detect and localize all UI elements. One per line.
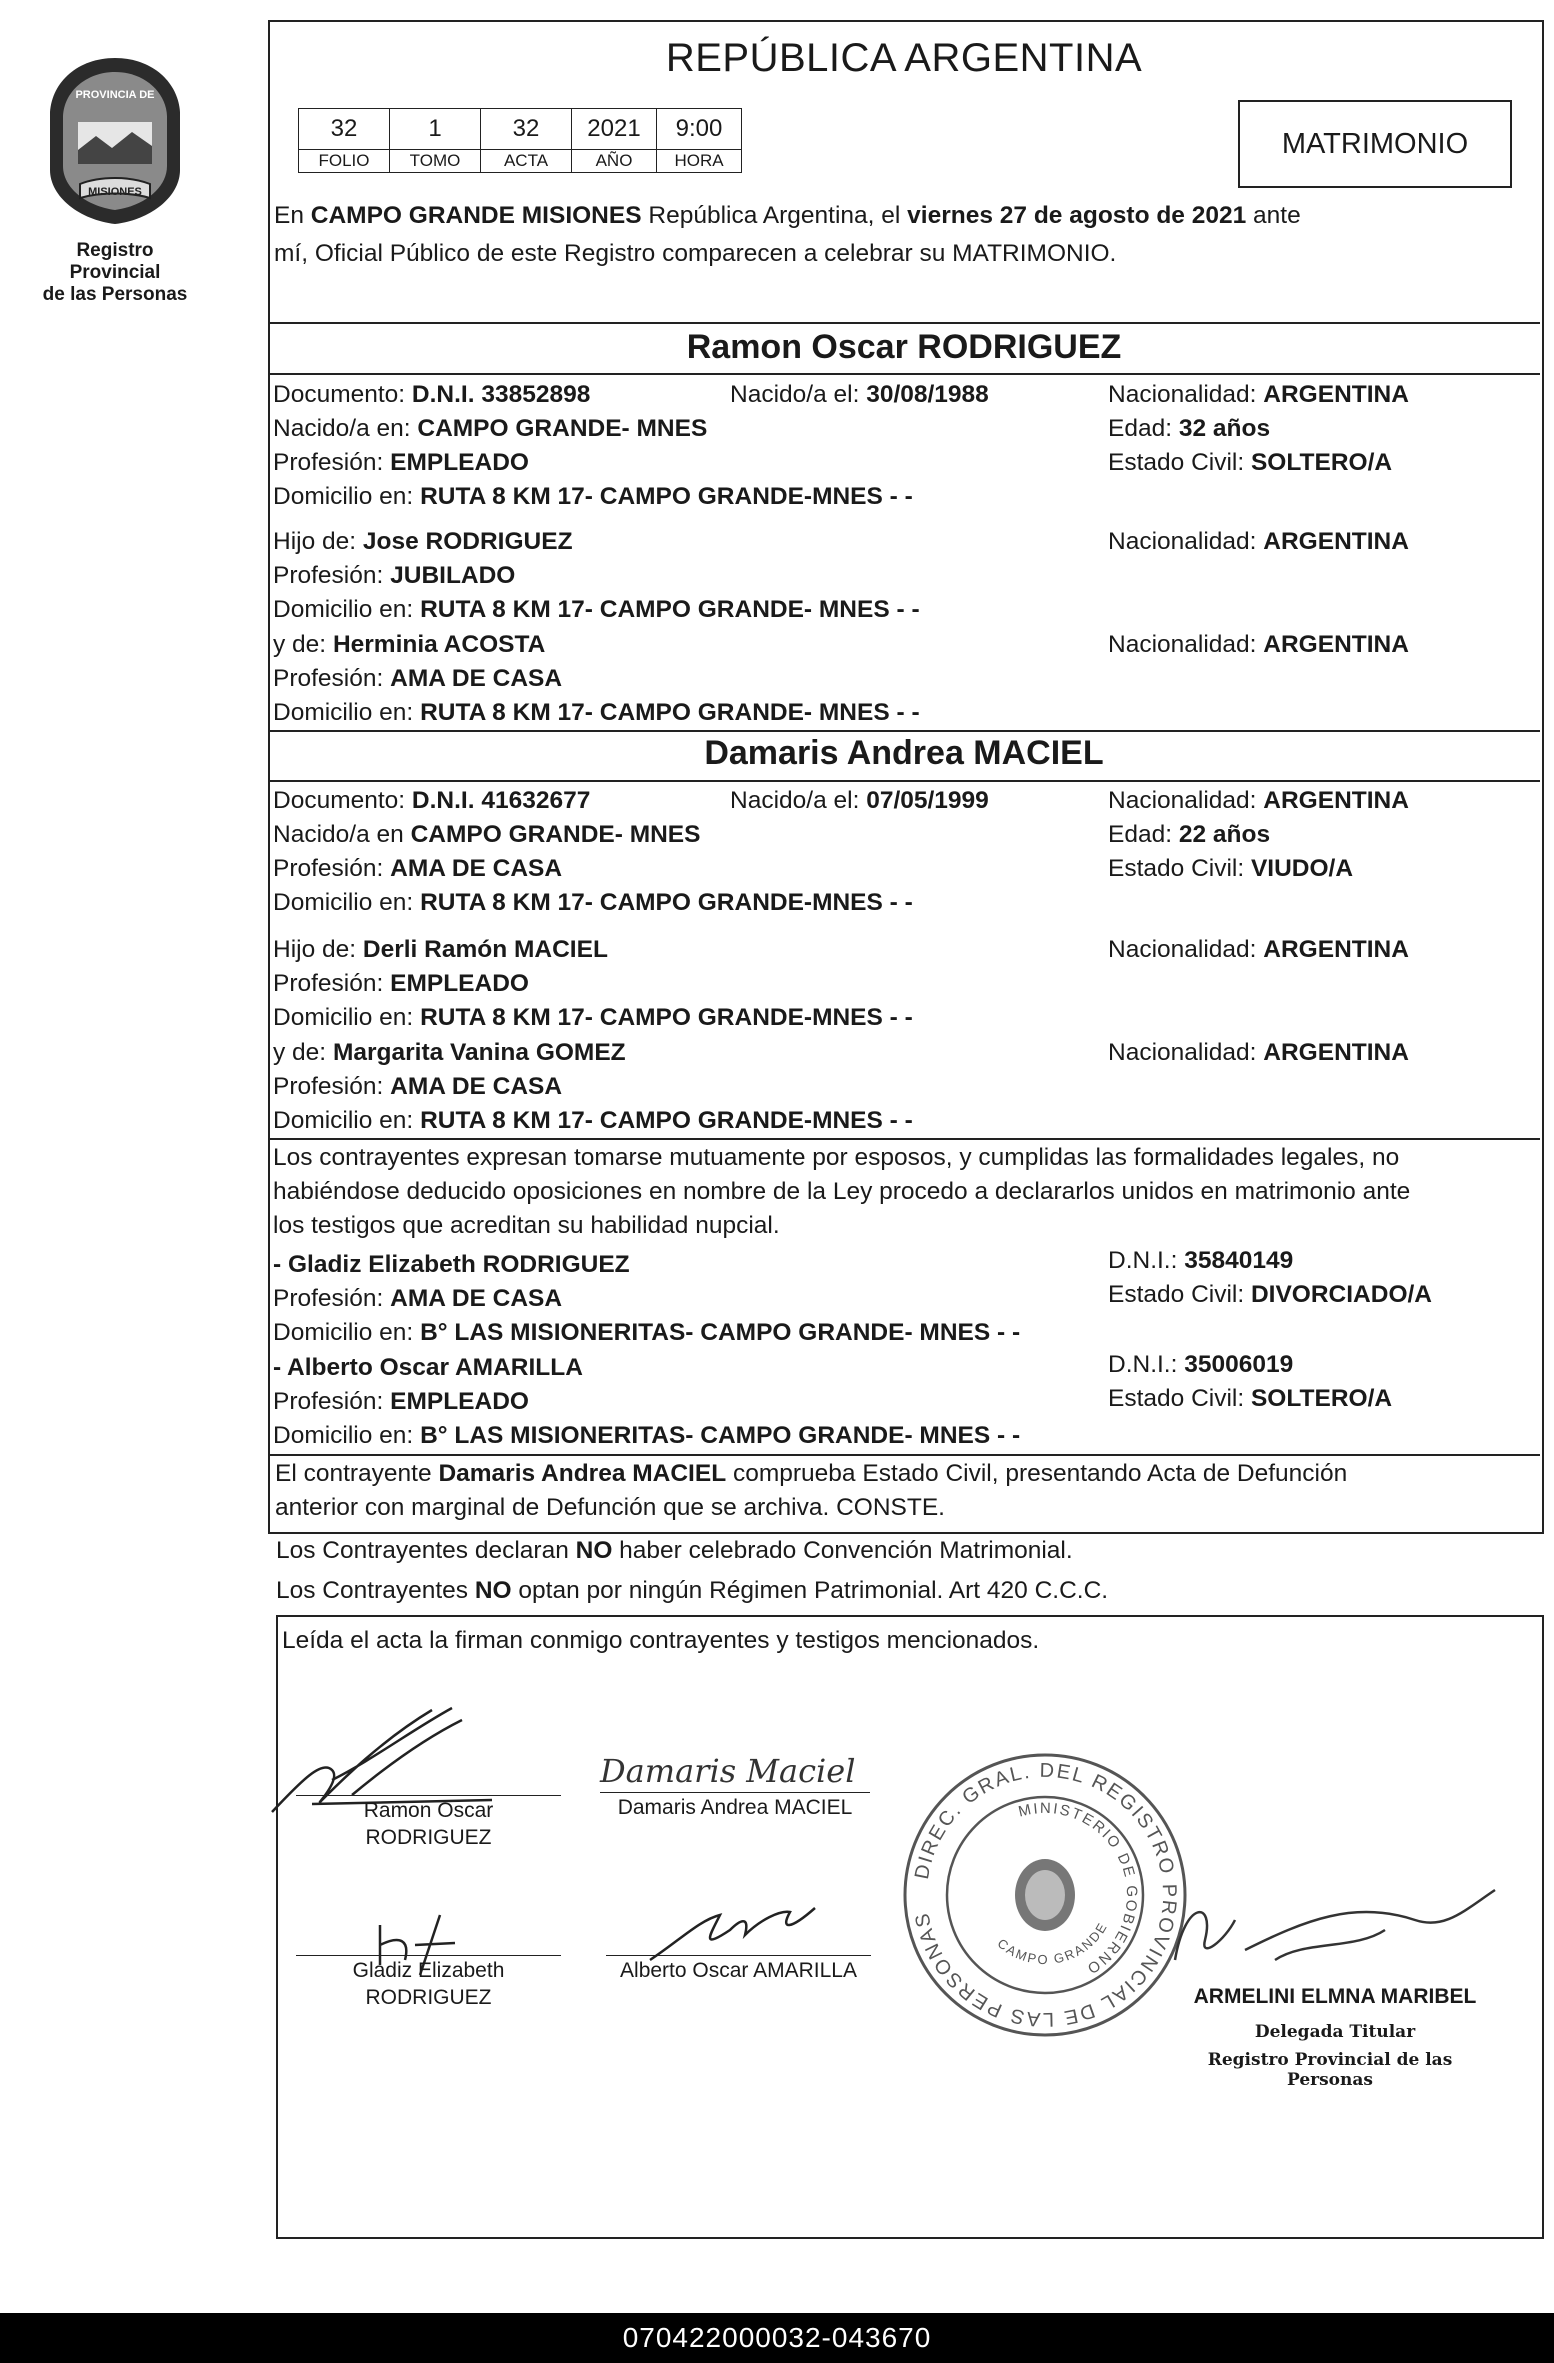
spouse1-mother-nationality: Nacionalidad: ARGENTINA <box>1108 631 1409 658</box>
signature-gladiz: Gladiz Elizabeth RODRIGUEZ <box>352 1959 505 2009</box>
intro-place: CAMPO GRANDE MISIONES <box>310 202 642 229</box>
spouse2-name: Damaris Andrea MACIEL <box>704 734 1104 772</box>
witness2-address: Domicilio en: B° LAS MISIONERITAS- CAMPO GRANDE- MNES - - <box>273 1422 1021 1449</box>
witness2-name: - Alberto Oscar AMARILLA <box>273 1354 583 1381</box>
registry-logo <box>30 52 200 306</box>
stamp-bottom-text: CAMPO GRANDE <box>994 1919 1111 1968</box>
folio-label: FOLIO <box>299 150 390 173</box>
spouse2-birth-place: Nacido/a en CAMPO GRANDE- MNES <box>273 821 701 848</box>
witness2-dni: D.N.I.: 35006019 <box>1108 1351 1294 1378</box>
witness1-address: Domicilio en: B° LAS MISIONERITAS- CAMPO GRANDE- MNES - - <box>273 1319 1021 1346</box>
signature-line <box>296 1795 561 1796</box>
folio-value: 32 <box>299 109 390 150</box>
witness1-profession: Profesión: AMA DE CASA <box>273 1285 563 1312</box>
spouse1-name: Ramon Oscar RODRIGUEZ <box>686 328 1122 366</box>
intro-line-1: En CAMPO GRANDE MISIONES República Argentina, el viernes 27 de agosto de 2021 ante <box>274 202 1301 229</box>
witness1-dni: D.N.I.: 35840149 <box>1108 1247 1294 1274</box>
stamp-outer-text: DIREC. GRAL. DEL REGISTRO PROVINCIAL DE LAS PERSONAS <box>910 1759 1181 2031</box>
witness2-profession: Profesión: EMPLEADO <box>273 1388 529 1415</box>
declaration-line-3: los testigos que acreditan su habilidad nupcial. <box>273 1212 780 1239</box>
registry-caption-line2: de las Personas <box>42 284 188 305</box>
spouse2-nationality: Nacionalidad: ARGENTINA <box>1108 787 1409 814</box>
signature-line <box>606 1955 871 1956</box>
signature-line <box>600 1792 870 1793</box>
note-line-1: El contrayente Damaris Andrea MACIEL comprueba Estado Civil, presentando Acta de Defunción <box>275 1460 1348 1487</box>
spouse1-age: Edad: 32 años <box>1108 415 1271 442</box>
signature-ramon: Ramon Oscar RODRIGUEZ <box>363 1799 494 1849</box>
spouse2-document: Documento: D.N.I. 41632677 <box>273 787 591 814</box>
witness1-civil-status: Estado Civil: DIVORCIADO/A <box>1108 1281 1433 1308</box>
spouse1-father-profession: Profesión: JUBILADO <box>273 562 516 589</box>
registry-caption <box>30 240 200 306</box>
country-title: REPÚBLICA ARGENTINA <box>665 36 1143 80</box>
acta-label: ACTA <box>481 150 572 173</box>
registry-caption-line1: Registro Provincial <box>69 240 161 283</box>
signature-line <box>296 1955 561 1956</box>
spouse1-profession: Profesión: EMPLEADO <box>273 449 529 476</box>
divider <box>268 780 1540 782</box>
misiones-seal-icon <box>40 52 190 227</box>
spouse2-age: Edad: 22 años <box>1108 821 1271 848</box>
witness2-civil-status: Estado Civil: SOLTERO/A <box>1108 1385 1393 1412</box>
divider <box>268 373 1540 375</box>
anio-value: 2021 <box>572 109 657 150</box>
spouse1-father-address: Domicilio en: RUTA 8 KM 17- CAMPO GRANDE- MNES - - <box>273 596 920 623</box>
officer-signature-scribble <box>1155 1880 1525 1990</box>
officer-org: Registro Provincial de las Personas <box>1207 2050 1453 2090</box>
tomo-value: 1 <box>390 109 481 150</box>
spouse2-father: Hijo de: Derli Ramón MACIEL <box>273 936 608 963</box>
spouse1-mother: y de: Herminia ACOSTA <box>273 631 546 658</box>
spouse1-address: Domicilio en: RUTA 8 KM 17- CAMPO GRANDE-MNES - - <box>273 483 913 510</box>
spouse1-civil-status: Estado Civil: SOLTERO/A <box>1108 449 1393 476</box>
regime-line: Los Contrayentes NO optan por ningún Régimen Patrimonial. Art 420 C.C.C. <box>276 1577 1109 1604</box>
hora-label: HORA <box>657 150 742 173</box>
spouse2-profession: Profesión: AMA DE CASA <box>273 855 563 882</box>
signature-alberto: Alberto Oscar AMARILLA <box>620 1959 857 1982</box>
convention-line: Los Contrayentes declaran NO haber celebrado Convención Matrimonial. <box>276 1537 1073 1564</box>
spouse1-father: Hijo de: Jose RODRIGUEZ <box>273 528 573 555</box>
divider <box>268 322 1540 324</box>
registry-stamp-icon <box>895 1745 1195 2045</box>
anio-label: AÑO <box>572 150 657 173</box>
spouse1-birth-date: Nacido/a el: 30/08/1988 <box>730 381 989 408</box>
spouse2-civil-status: Estado Civil: VIUDO/A <box>1108 855 1354 882</box>
signature-damaris-handwritten: Damaris Maciel <box>600 1752 856 1790</box>
closing-line: Leída el acta la firman conmigo contrayentes y testigos mencionados. <box>282 1627 1040 1654</box>
officer-title: Delegada Titular <box>1254 2022 1416 2042</box>
spouse2-address: Domicilio en: RUTA 8 KM 17- CAMPO GRANDE-MNES - - <box>273 889 913 916</box>
spouse2-father-profession: Profesión: EMPLEADO <box>273 970 529 997</box>
spouse2-mother-nationality: Nacionalidad: ARGENTINA <box>1108 1039 1409 1066</box>
declaration-line-1: Los contrayentes expresan tomarse mutuamente por esposos, y cumplidas las formalidades legales, no <box>273 1144 1400 1171</box>
svg-text:MISIONES: MISIONES <box>88 186 142 198</box>
signature-damaris: Damaris Andrea MACIEL <box>617 1796 853 1819</box>
officer-name: ARMELINI ELMNA MARIBEL <box>1193 1985 1477 2008</box>
spouse2-father-nationality: Nacionalidad: ARGENTINA <box>1108 936 1409 963</box>
spouse1-mother-address: Domicilio en: RUTA 8 KM 17- CAMPO GRANDE- MNES - - <box>273 699 920 726</box>
witness1-name: - Gladiz Elizabeth RODRIGUEZ <box>273 1251 630 1278</box>
spouse2-mother-profession: Profesión: AMA DE CASA <box>273 1073 563 1100</box>
svg-text:PROVINCIA DE: PROVINCIA DE <box>75 89 155 101</box>
hora-value: 9:00 <box>657 109 742 150</box>
document-code: 070422000032-043670 <box>0 2313 1554 2363</box>
declaration-line-2: habiéndose deducido oposiciones en nombre de la Ley procedo a declararlos unidos en matrimonio ante <box>273 1178 1411 1205</box>
acta-value: 32 <box>481 109 572 150</box>
spouse2-birth-date: Nacido/a el: 07/05/1999 <box>730 787 989 814</box>
divider <box>268 730 1540 732</box>
spouse1-mother-profession: Profesión: AMA DE CASA <box>273 665 563 692</box>
divider <box>268 1138 1540 1140</box>
spouse2-father-address: Domicilio en: RUTA 8 KM 17- CAMPO GRANDE-MNES - - <box>273 1004 913 1031</box>
spouse2-mother-address: Domicilio en: RUTA 8 KM 17- CAMPO GRANDE-MNES - - <box>273 1107 913 1134</box>
spouse1-birth-place: Nacido/a en: CAMPO GRANDE- MNES <box>273 415 708 442</box>
spouse1-nationality: Nacionalidad: ARGENTINA <box>1108 381 1409 408</box>
intro-date: viernes 27 de agosto de 2021 <box>907 202 1247 229</box>
act-type-box: MATRIMONIO <box>1238 100 1512 188</box>
divider <box>268 1454 1540 1456</box>
stamp-inner-text: MINISTERIO DE GOBIERNO <box>1016 1799 1141 1978</box>
spouse2-mother: y de: Margarita Vanina GOMEZ <box>273 1039 626 1066</box>
intro-line-2: mí, Oficial Público de este Registro comparecen a celebrar su MATRIMONIO. <box>274 240 1117 267</box>
tomo-label: TOMO <box>390 150 481 173</box>
spouse1-father-nationality: Nacionalidad: ARGENTINA <box>1108 528 1409 555</box>
spouse1-document: Documento: D.N.I. 33852898 <box>273 381 591 408</box>
reference-table <box>298 108 742 173</box>
note-line-2: anterior con marginal de Defunción que se archiva. CONSTE. <box>275 1494 945 1521</box>
